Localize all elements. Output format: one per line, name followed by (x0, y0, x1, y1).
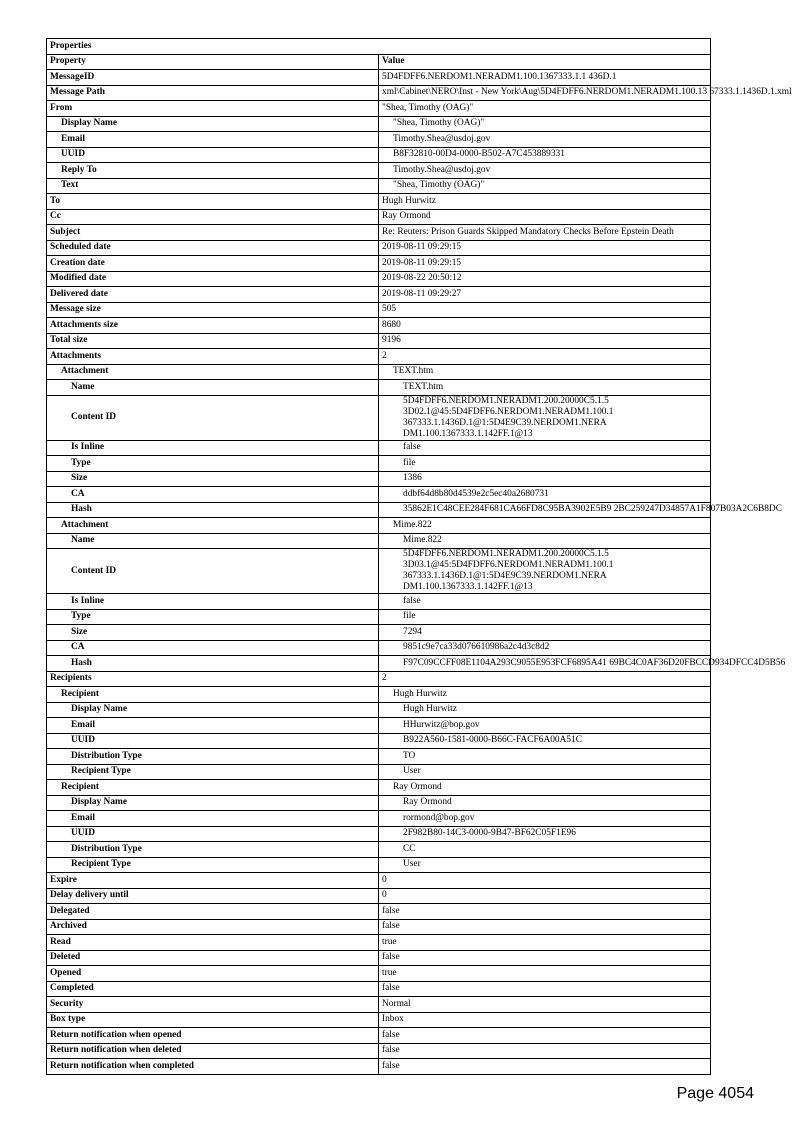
properties-table (46, 38, 792, 1075)
property-name: Name (47, 380, 379, 396)
property-value: TO (379, 749, 711, 765)
table-row (47, 471, 711, 487)
table-row (47, 70, 711, 86)
property-name: Hash (47, 502, 379, 518)
table-row (47, 163, 711, 179)
table-row (47, 826, 711, 842)
property-name: Delivered date (47, 287, 379, 303)
table-row (47, 888, 711, 904)
property-value: rormond@bop.gov (379, 811, 711, 827)
property-value: 2019-08-11 09:29:15 (379, 256, 711, 272)
property-name: Attachments (47, 349, 379, 365)
table-row (47, 625, 711, 641)
property-name: Archived (47, 919, 379, 935)
property-name: Cc (47, 209, 379, 225)
table-row (47, 487, 711, 503)
property-value: false (379, 1043, 711, 1059)
property-name: Content ID (47, 395, 379, 440)
table-row (47, 287, 711, 303)
property-name: Text (47, 178, 379, 194)
property-name: Size (47, 625, 379, 641)
table-row (47, 318, 711, 334)
property-value: 2019-08-22 20:50:12 (379, 271, 711, 287)
property-name: Message Path (47, 85, 379, 101)
property-value: Timothy.Shea@usdoj.gov (379, 132, 711, 148)
property-value: 0 (379, 873, 711, 889)
table-row (47, 656, 711, 672)
property-name: Box type (47, 1012, 379, 1028)
property-value: 8680 (379, 318, 711, 334)
property-name: Recipients (47, 671, 379, 687)
table-row (47, 919, 711, 935)
property-value: 2019-08-11 09:29:15 (379, 240, 711, 256)
table-row (47, 333, 711, 349)
table-row (47, 671, 711, 687)
table-row (47, 256, 711, 272)
table-row (47, 1043, 711, 1059)
property-value: Re: Reuters: Prison Guards Skipped Mandatory Checks Before Epstein Death (379, 225, 711, 241)
property-value: Mime.822 (379, 518, 711, 534)
property-name: Opened (47, 966, 379, 982)
table-row (47, 950, 711, 966)
property-value: Normal (379, 997, 711, 1013)
table-row (47, 609, 711, 625)
property-value: 7294 (379, 625, 711, 641)
property-name: To (47, 194, 379, 210)
property-value: Ray Ormond (379, 209, 711, 225)
property-value: Ray Ormond (379, 780, 711, 796)
property-value: Timothy.Shea@usdoj.gov (379, 163, 711, 179)
table-title-row (47, 39, 711, 55)
table-row (47, 349, 711, 365)
table-row (47, 811, 711, 827)
property-value: xml\Cabinet\NERO\Inst - New York\Aug\5D4FDFF6.NERDOM1.NERADM1.100.13 67333.1.1436D.1.xml (379, 85, 711, 101)
property-name: Modified date (47, 271, 379, 287)
property-value: 2 (379, 671, 711, 687)
table-row (47, 1028, 711, 1044)
property-value: false (379, 981, 711, 997)
property-value: false (379, 904, 711, 920)
property-value: false (379, 950, 711, 966)
property-value: User (379, 857, 711, 873)
table-row (47, 594, 711, 610)
property-name: Return notification when completed (47, 1059, 379, 1075)
property-value: file (379, 456, 711, 472)
property-name: Delay delivery until (47, 888, 379, 904)
property-name: Total size (47, 333, 379, 349)
property-value: file (379, 609, 711, 625)
table-row (47, 302, 711, 318)
table-row (47, 116, 711, 132)
property-name: Recipient (47, 687, 379, 703)
properties-table-body (47, 39, 792, 1075)
property-name: UUID (47, 733, 379, 749)
property-name: Subject (47, 225, 379, 241)
property-value: ddbf64d8b80d4539e2c5ec40a2680731 (379, 487, 711, 503)
property-value: Hugh Hurwitz (379, 687, 711, 703)
property-value: Hugh Hurwitz (379, 194, 711, 210)
property-value: 5D4FDFF6.NERDOM1.NERADM1.100.1367333.1.1 436D.1 (379, 70, 711, 86)
table-row (47, 85, 711, 101)
table-header-row (47, 54, 711, 70)
table-row (47, 456, 711, 472)
property-value: 2019-08-11 09:29:27 (379, 287, 711, 303)
table-title: Properties (47, 39, 711, 55)
property-value: Hugh Hurwitz (379, 702, 711, 718)
property-value: Mime.822 (379, 533, 711, 549)
property-name: Name (47, 533, 379, 549)
property-value: "Shea, Timothy (OAG)" (379, 101, 711, 117)
table-row (47, 718, 711, 734)
table-row (47, 271, 711, 287)
property-name: Message size (47, 302, 379, 318)
property-value: false (379, 594, 711, 610)
table-row (47, 935, 711, 951)
property-value: 505 (379, 302, 711, 318)
property-value: false (379, 1028, 711, 1044)
table-row (47, 533, 711, 549)
property-name: Hash (47, 656, 379, 672)
property-name: Size (47, 471, 379, 487)
table-row (47, 981, 711, 997)
table-row (47, 194, 711, 210)
property-value: User (379, 764, 711, 780)
property-name: Content ID (47, 549, 379, 594)
property-name: Expire (47, 873, 379, 889)
property-name: UUID (47, 826, 379, 842)
property-value: 9196 (379, 333, 711, 349)
property-name: Is Inline (47, 594, 379, 610)
property-name: Creation date (47, 256, 379, 272)
property-name: Attachment (47, 518, 379, 534)
table-row (47, 440, 711, 456)
page-number: Page 4054 (676, 1085, 754, 1102)
property-value: 5D4FDFF6.NERDOM1.NERADM1.200.20000C5.1.5 3D03.1@45:5D4FDFF6.NERDOM1.NERADM1.100.1 367333.1.1436D.1@1:5D4E9C39.NERDOM1.NERA DM1.100.1367333.1.142FF.1@13 (379, 549, 711, 594)
property-value: Ray Ormond (379, 795, 711, 811)
table-row (47, 749, 711, 765)
property-value: 2 (379, 349, 711, 365)
property-value: F97C09CCFF08E1104A293C9055E953FCF6895A41 69BC4C0AF36D20FBCCD934DFCC4D5B56 (379, 656, 711, 672)
header-value: Value (379, 54, 711, 70)
property-name: Display Name (47, 702, 379, 718)
property-name: MessageID (47, 70, 379, 86)
table-row (47, 101, 711, 117)
property-name: Return notification when opened (47, 1028, 379, 1044)
property-value: TEXT.htm (379, 364, 711, 380)
property-name: Email (47, 718, 379, 734)
property-value: Inbox (379, 1012, 711, 1028)
table-row (47, 178, 711, 194)
property-value: HHurwitz@bop.gov (379, 718, 711, 734)
property-value: CC (379, 842, 711, 858)
property-value: true (379, 935, 711, 951)
property-name: Completed (47, 981, 379, 997)
table-row (47, 132, 711, 148)
property-name: Recipient Type (47, 857, 379, 873)
table-row (47, 240, 711, 256)
property-value: 35862E1C48CEE284F681CA66FD8C95BA3902E5B9 2BC259247D34857A1F807B03A2C6B8DC (379, 502, 711, 518)
property-name: Attachments size (47, 318, 379, 334)
property-name: From (47, 101, 379, 117)
property-value: true (379, 966, 711, 982)
table-row (47, 502, 711, 518)
table-row (47, 518, 711, 534)
table-row (47, 733, 711, 749)
table-row (47, 780, 711, 796)
table-row (47, 857, 711, 873)
property-value: 1386 (379, 471, 711, 487)
table-row (47, 904, 711, 920)
property-name: Deleted (47, 950, 379, 966)
property-name: Security (47, 997, 379, 1013)
property-name: Reply To (47, 163, 379, 179)
table-row (47, 395, 711, 440)
property-name: Distribution Type (47, 749, 379, 765)
property-name: Scheduled date (47, 240, 379, 256)
property-value: 5D4FDFF6.NERDOM1.NERADM1.200.20000C5.1.5 3D02.1@45:5D4FDFF6.NERDOM1.NERADM1.100.1 367333.1.1436D.1@1:5D4E9C39.NERDOM1.NERA DM1.100.1367333.1.142FF.1@13 (379, 395, 711, 440)
property-name: Return notification when deleted (47, 1043, 379, 1059)
property-name: Read (47, 935, 379, 951)
property-name: UUID (47, 147, 379, 163)
table-row (47, 702, 711, 718)
property-value: 2F982B80-14C3-0000-9B47-BF62C05F1E96 (379, 826, 711, 842)
property-value: false (379, 1059, 711, 1075)
property-value: false (379, 919, 711, 935)
property-name: CA (47, 640, 379, 656)
property-name: Recipient Type (47, 764, 379, 780)
property-name: Type (47, 456, 379, 472)
property-value: B8F32810-00D4-0000-B502-A7C453889331 (379, 147, 711, 163)
property-name: CA (47, 487, 379, 503)
table-row (47, 640, 711, 656)
table-row (47, 1059, 711, 1075)
property-value: B922A560-1581-0000-B66C-FACF6A00A51C (379, 733, 711, 749)
property-value: 9851c9e7ca33d076610986a2c4d3c8d2 (379, 640, 711, 656)
property-value: 0 (379, 888, 711, 904)
table-row (47, 209, 711, 225)
table-row (47, 966, 711, 982)
property-name: Type (47, 609, 379, 625)
property-name: Recipient (47, 780, 379, 796)
table-row (47, 764, 711, 780)
table-row (47, 997, 711, 1013)
table-row (47, 687, 711, 703)
table-row (47, 795, 711, 811)
property-name: Email (47, 811, 379, 827)
table-row (47, 1012, 711, 1028)
property-name: Attachment (47, 364, 379, 380)
property-name: Display Name (47, 116, 379, 132)
property-value: "Shea, Timothy (OAG)" (379, 178, 711, 194)
table-row (47, 147, 711, 163)
property-name: Email (47, 132, 379, 148)
property-value: TEXT.htm (379, 380, 711, 396)
property-name: Delegated (47, 904, 379, 920)
table-row (47, 225, 711, 241)
property-value: "Shea, Timothy (OAG)" (379, 116, 711, 132)
table-row (47, 842, 711, 858)
header-property: Property (47, 54, 379, 70)
property-name: Is Inline (47, 440, 379, 456)
property-value: false (379, 440, 711, 456)
property-name: Distribution Type (47, 842, 379, 858)
table-row (47, 549, 711, 594)
property-name: Display Name (47, 795, 379, 811)
table-row (47, 380, 711, 396)
table-row (47, 873, 711, 889)
table-row (47, 364, 711, 380)
